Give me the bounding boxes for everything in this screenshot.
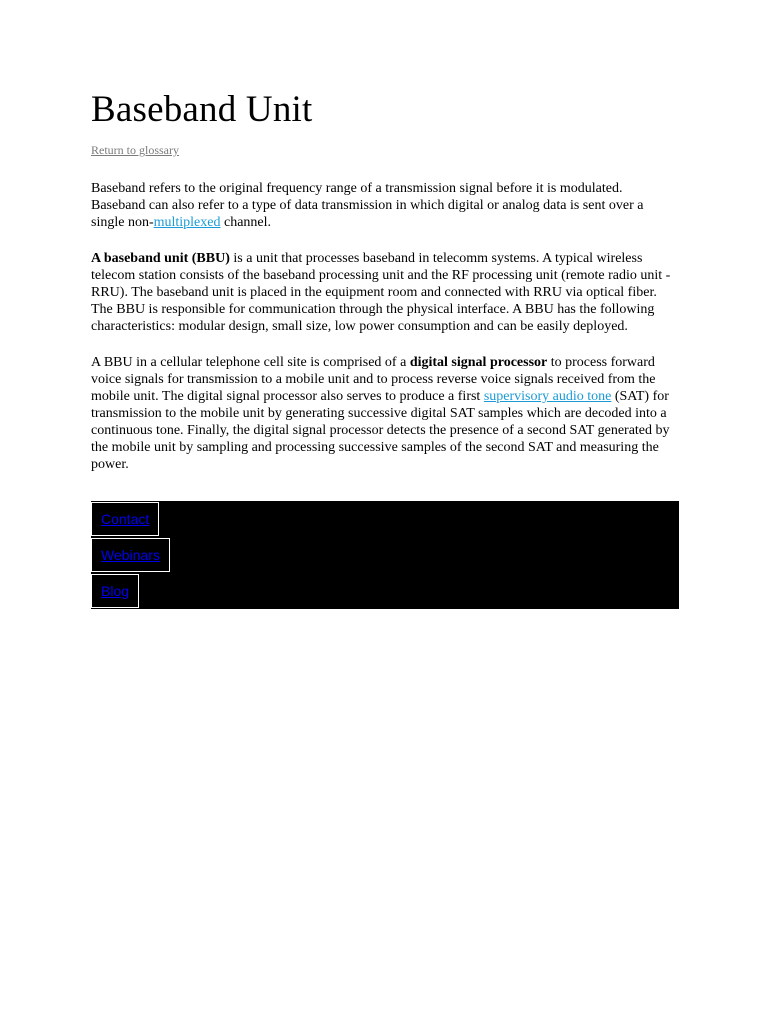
paragraph-baseband-definition: [91, 180, 679, 231]
p3-text-before: A BBU in a cellular telephone cell site is comprised of a: [91, 355, 410, 370]
p2-text: is a unit that processes baseband in telecomm systems. A typical wireless telecom station consists of the baseband processing unit and the RF processing unit (remote radio unit - RRU). The baseband unit is placed in the equipment room and connected with RRU via optical fiber. The BBU is responsible for communication through the physical interface. A BBU has the following characteristics: modular design, small size, low power consumption and can be easily deployed.: [91, 251, 671, 334]
bbu-term: A baseband unit (BBU): [91, 251, 230, 266]
return-to-glossary-link[interactable]: Return to glossary: [91, 143, 179, 157]
dsp-term: digital signal processor: [409, 355, 548, 370]
paragraph-bbu-cell-site: [91, 354, 679, 473]
p1-text-after: channel.: [220, 215, 272, 230]
p3-text-middle: to process forward voice signals for transmission to a mobile unit and to process reverse voice signals received from the mobile unit. The digital signal processor also serves to produce a first: [91, 355, 656, 404]
p1-text-before: Baseband refers to the original frequency range of a transmission signal before it is modulated. Baseband can also refer to a type of data transmission in which digital or analog data is sent over a single non-: [91, 181, 644, 230]
footer-nav: [91, 501, 679, 609]
article: [91, 86, 679, 473]
footer-link-webinars[interactable]: Webinars: [91, 538, 170, 572]
supervisory-audio-tone-link[interactable]: supervisory audio tone: [483, 389, 612, 404]
footer-link-blog[interactable]: Blog: [91, 574, 139, 608]
footer-link-contact[interactable]: Contact: [91, 502, 159, 536]
page-title: Baseband Unit: [91, 89, 313, 130]
p3-text-after: (SAT) for transmission to the mobile unit by generating successive digital SAT samples which are decoded into a continuous tone. Finally, the digital signal processor detects the presence of a second SAT generated by the mobile unit by sampling and processing successive samples of the second SAT and measuring the power.: [91, 389, 670, 472]
multiplexed-link[interactable]: multiplexed: [153, 215, 221, 230]
paragraph-bbu-description: [91, 250, 679, 335]
